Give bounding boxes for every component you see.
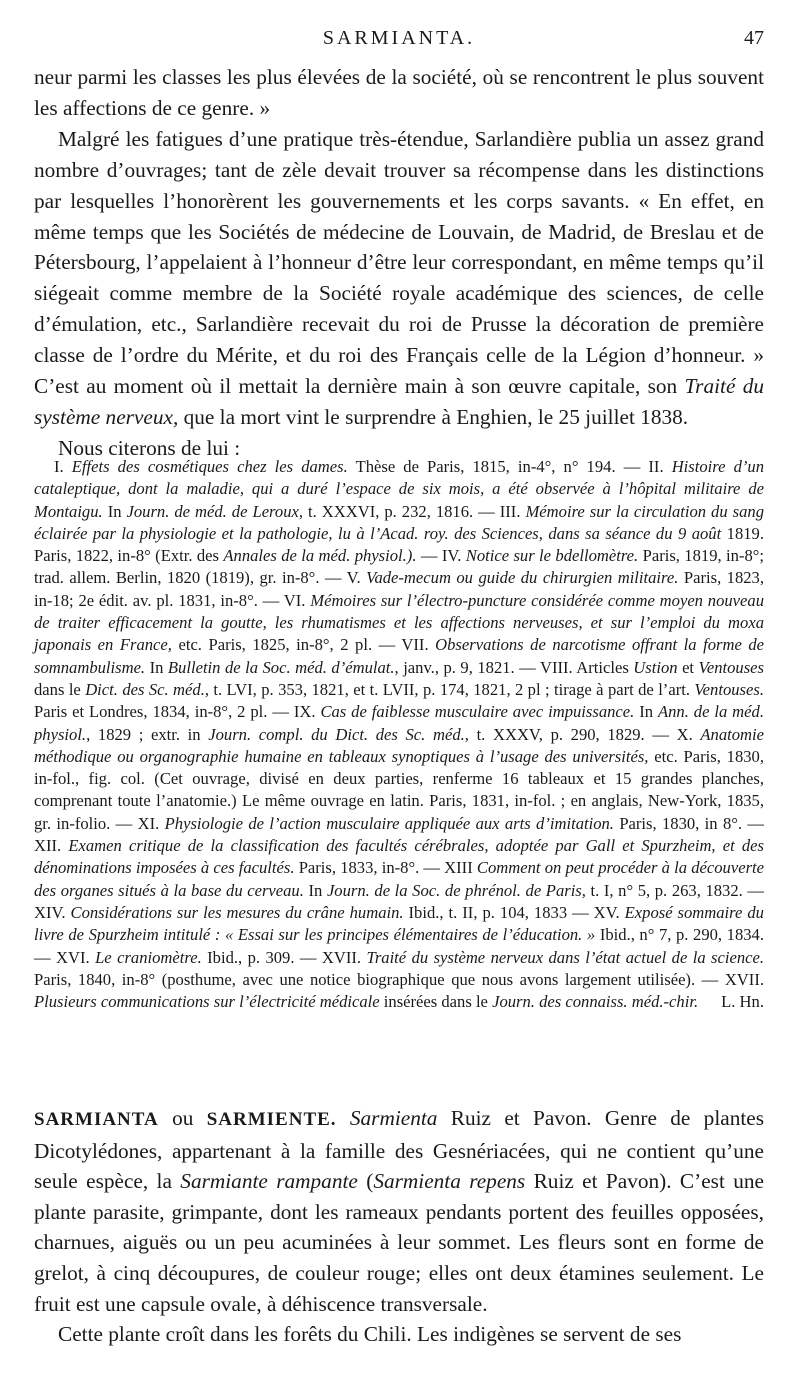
bib-title: Ventouses [698, 657, 764, 677]
bib-text: Paris, 1833, in-8°. — XIII [298, 858, 473, 878]
bib-title: Mémoires sur l’électro-puncture considérée comme moyen nouveau de traiter efficacement la goutte, les rhumatismes et les affections nerveuses, et sur l’emploi du moxa japonais en France, [34, 590, 765, 655]
bib-text: etc. Paris, 1830, in-fol., fig. col. (Cet ouvrage, divisé en deux parties, renferme 16 tableaux et 15 grandes planches, comprenant toute l’anatomie.) Le même ouvrage en latin. Paris, 1831, in-fol. ; en anglais, New-York, 1835, gr. in-folio. — XI. [34, 746, 764, 833]
bib-text: 1819. Paris, 1822, in-8° (Extr. des [34, 523, 764, 566]
bib-title: Journ. de la Soc. de phrénol. de Paris, [326, 880, 586, 900]
bib-text: Paris, 1823, in-18; 2e édit. av. pl. 1831, in-8°. — VI. [34, 568, 765, 610]
page-number: 47 [744, 27, 764, 49]
paragraph-biography [34, 124, 764, 433]
bib-text: t. XXXVI, p. 232, 1816. — III. [308, 501, 521, 521]
bib-title: Effets des cosmétiques chez les dames. [71, 457, 348, 476]
bib-text: Thèse de Paris, 1815, in-4°, n° 194. — II. [355, 457, 664, 476]
entry-text: ( [366, 1169, 374, 1194]
paragraph-text-end: que la mort vint le surprendre à Enghien, le 25 juillet 1838. [183, 404, 689, 429]
bib-title: Examen critique de la classification des facultés cérébrales, adoptée par Gall et Spurzheim, et des dénominations imposées à ces facultés. [34, 836, 764, 878]
bib-title: Ann. de la méd. physiol. [34, 702, 764, 744]
bib-title: Exposé sommaire du livre de Spurzheim intitulé : « Essai sur les principes élémentaires de l’éducation. » [34, 902, 764, 945]
bib-text: , 1829 ; extr. in [86, 724, 201, 744]
bib-text: , t. LVI, p. 353, 1821, et t. LVII, p. 174, 1821, 2 pl ; tirage à part de l’art. [204, 679, 690, 699]
bib-title: Journ. compl. du Dict. des Sc. méd. [208, 724, 465, 744]
bib-title: Bulletin de la Soc. méd. d’émulat. [167, 657, 395, 677]
bib-text: t. I, n° 5, p. 263, 1832. — XIV. [34, 880, 764, 922]
bibliography [34, 456, 764, 1013]
bib-text: I. [54, 457, 64, 476]
entry-paragraph [34, 1103, 764, 1319]
bib-title: Considérations sur les mesures du crâne humain. [70, 902, 404, 922]
entry-text: ou [172, 1106, 194, 1130]
paragraph-intro-list: Nous citerons de lui : [58, 435, 241, 460]
paragraph-continued: neur parmi les classes les plus élevées de la société, où se rencontrent le plus souvent les affections de ce genre. » [34, 65, 764, 120]
species-latin-name: Sarmienta repens [373, 1169, 526, 1194]
bib-text: etc. Paris, 1825, in-8°, 2 pl. — VII. [178, 635, 429, 655]
bib-text: Ibid., t. II, p. 104, 1833 — XV. [408, 902, 620, 922]
bib-text: Paris, 1819, in-8°; trad. allem. Berlin, 1820 (1819), gr. in-8°. — V. [34, 546, 764, 588]
entry-paragraph-2: Cette plante croît dans les forêts du Chili. Les indigènes se servent de ses [58, 1322, 682, 1347]
main-text [34, 62, 764, 464]
bib-title: Plusieurs communications sur l’électricité médicale [34, 992, 380, 1012]
entry-text: Ruiz et Pavon. Genre de plantes Dicotylédones, appartenant à la famille des Gesnériacées, qui ne contient qu’une seule espèce, la [34, 1106, 764, 1194]
entry-headword: SARMIANTA [34, 1109, 159, 1130]
bib-text: Ibid., p. 309. — XVII. [207, 947, 362, 967]
bib-title: Notice sur le bdellomètre. [465, 546, 639, 566]
bib-title: Vade-mecum ou guide du chirurgien militaire. [366, 568, 679, 588]
bib-text: Paris, 1840, in-8° (posthume, avec une notice biographique que nous avons largement utilisée). — XVII. [34, 969, 764, 989]
bib-title: Traité du système nerveux dans l’état actuel de la science. [366, 947, 765, 967]
bib-text: In [308, 880, 323, 900]
species-name: Sarmiante rampante [180, 1169, 358, 1194]
bib-title: Journ. de méd. de Leroux, [126, 501, 304, 521]
bib-title: Cas de faiblesse musculaire avec impuissance. [320, 702, 635, 722]
bib-title: Observations de narcotisme offrant la forme de somnambulisme. [34, 635, 764, 677]
entry-text: Ruiz et Pavon). C’est une plante parasite, grimpante, dont les rameaux pendants portent des feuilles opposées, charnues, aiguës ou un peu acuminées à leur sommet. Les fleurs sont en forme de grelot, à cinq découpures, de couleur rouge; elles ont deux étamines seulement. Le fruit est une capsule ovale, à déhiscence transversale. [34, 1169, 764, 1316]
italic-title: Traité du système nerveux, [34, 374, 764, 429]
bib-text: Ibid., n° 7, p. 290, 1834. — XVI. [34, 925, 764, 967]
bib-title: Anatomie méthodique ou organographie humaine en tableaux synoptiques à l’usage des universités, [34, 724, 764, 766]
bib-title: Comment on peut procéder à la découverte des organes situés à la base du cerveau. [34, 858, 765, 900]
bib-title: Journ. des connaiss. méd.-chir. [492, 992, 699, 1012]
genus-name: Sarmienta [349, 1106, 438, 1130]
bib-title: Physiologie de l’action musculaire appliquée aux arts d’imitation. [164, 813, 614, 833]
bib-text: , janv., p. 9, 1821. — VIII. Articles [394, 657, 629, 677]
bibliography-paragraph [34, 456, 764, 1013]
bib-title: Annales de la méd. physiol.). [223, 546, 417, 566]
bib-title: Ventouses. [694, 679, 764, 699]
paragraph-text: Malgré les fatigues d’une pratique très-étendue, Sarlandière publia un assez grand nombre d’ouvrages; tant de zèle devait trouver sa récompense dans les distinctions par lesquelles l’honorèrent les gouvernements et les corps savants. « En effet, en même temps que les Sociétés de médecine de Louvain, de Madrid, de Breslau et de Pétersbourg, l’appelaient à l’honneur d’être leur correspondant, en même temps qu’il siégeait comme membre de la Société royale académique des sciences, de celle d’émulation, etc., Sarlandière recevait du roi de Prusse la décoration de première classe de l’ordre du Mérite, et du roi des Français celle de la Légion d’honneur. » C’est au moment où il mettait la dernière main à son œuvre capitale, son [34, 126, 764, 399]
bib-text: Paris, 1830, in 8°. — XII. [34, 813, 764, 856]
bib-text: et [682, 657, 695, 677]
bib-title: Ustion [633, 657, 678, 677]
bib-text: In [149, 657, 164, 677]
bib-text: , t. XXXV, p. 290, 1829. — X. [464, 724, 693, 744]
dictionary-entry [34, 1103, 764, 1350]
bib-text: Paris et Londres, 1834, in-8°, 2 pl. — IX. [34, 702, 316, 722]
bib-text: In [639, 702, 654, 722]
bib-title: Dict. des Sc. méd. [85, 679, 205, 699]
bib-title: Le craniomètre. [95, 947, 202, 967]
running-title: SARMIANTA. [322, 27, 476, 49]
bib-title: Mémoire sur la circulation du sang éclairée par la physiologie et la pathologie, lu à l’Acad. roy. des Sciences, dans sa séance du 9 août [34, 501, 764, 543]
bib-text: dans le [34, 679, 81, 699]
page-header [34, 27, 764, 57]
bib-title: Histoire d’un cataleptique, dont la maladie, qui a duré l’espace de six mois, a été observée à l’hôpital militaire de Montaigu. [34, 457, 764, 521]
author-signature: L. Hn. [721, 992, 764, 1012]
bib-text: — IV. [420, 546, 462, 566]
entry-headword-alt: SARMIENTE. [206, 1109, 337, 1130]
bib-text: In [107, 501, 122, 521]
bib-text: insérées dans le [383, 992, 488, 1012]
